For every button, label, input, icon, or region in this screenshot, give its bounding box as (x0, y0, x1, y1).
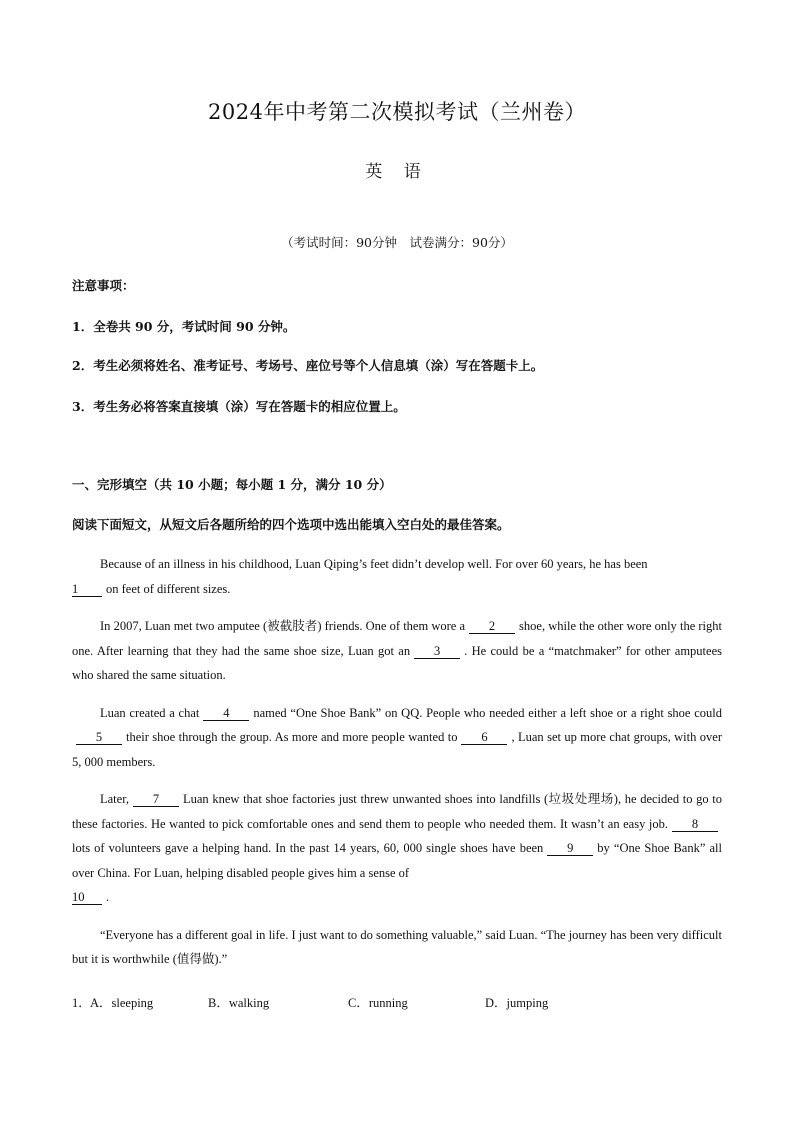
blank-6: 6 (461, 730, 507, 745)
page-title: 2024年中考第二次模拟考试（兰州卷） (208, 100, 586, 124)
passage-paragraph-1: Because of an illness in his childhood, Luan Qiping’s feet didn’t develop well. For over 60 years, he has been 1 on feet of different sizes. (72, 557, 648, 596)
passage-paragraph-3: Luan created a chat 4 named “One Shoe Bank” on QQ. People who needed either a left shoe or a right shoe could5 their shoe through the group. As more and more people wanted to 6 , Luan set up more chat groups, with over 5, 000 members. (72, 705, 722, 769)
section-instruction: 阅读下面短文，从短文后各题所给的四个选项中选出能填入空白处的最佳答案。 (72, 517, 510, 532)
blank-3: 3 (414, 644, 460, 659)
section-heading: 一、完形填空（共 10 小题；每小题 1 分，满分 10 分） (72, 477, 392, 492)
passage-paragraph-4: Later, 7 Luan knew that shoe factories just threw unwanted shoes into landfills (垃圾处理场), he decided to go to these factories. He wanted to pick comfortable ones and send them to people who needed them. It wasn’t an easy job. 8lots of volunteers gave a helping hand. In the past 14 years, 60, 000 single shoes have been 9 by “One Shoe Bank” all over China. For Luan, helping disabled people gives him a sense of 10 . (72, 792, 722, 904)
question-1-option-c[interactable]: C．running (348, 996, 408, 1010)
blank-4: 4 (203, 706, 249, 721)
blank-5: 5 (76, 730, 122, 745)
note-item-1: 1．全卷共 90 分，考试时间 90 分钟。 (72, 319, 296, 334)
blank-10: 10 (72, 890, 102, 905)
blank-8: 8 (672, 817, 718, 832)
cloze-passage (72, 552, 722, 985)
blank-2: 2 (469, 619, 515, 634)
passage-paragraph-2: In 2007, Luan met two amputee (被截肢者) friends. One of them wore a 2 shoe, while the other wore only the right one. After learning that they had the same shoe size, Luan got an 3 . He could be a “matchmaker” for other amputees who shared the same situation. (72, 619, 723, 682)
question-1-option-d[interactable]: D．jumping (485, 996, 549, 1010)
blank-9: 9 (547, 841, 593, 856)
subject-title: 英 语 (365, 162, 429, 182)
exam-info: （考试时间：90分钟 试卷满分：90分） (281, 235, 513, 250)
notes-title: 注意事项： (72, 278, 135, 293)
blank-7: 7 (133, 792, 179, 807)
note-item-3: 3．考生务必将答案直接填（涂）写在答题卡的相应位置上。 (72, 399, 406, 414)
passage-paragraph-5: “Everyone has a different goal in life. I just want to do something valuable,” said Luan. “The journey has been very difficult but it is worthwhile (值得做).” (72, 927, 722, 966)
note-item-2: 2．考生必须将姓名、准考证号、考场号、座位号等个人信息填（涂）写在答题卡上。 (72, 358, 544, 373)
question-1-option-b[interactable]: B．walking (208, 996, 270, 1010)
question-1-option-a[interactable]: A．sleeping (90, 996, 154, 1010)
blank-1: 1 (72, 582, 102, 597)
question-1-number: 1． (72, 996, 91, 1010)
